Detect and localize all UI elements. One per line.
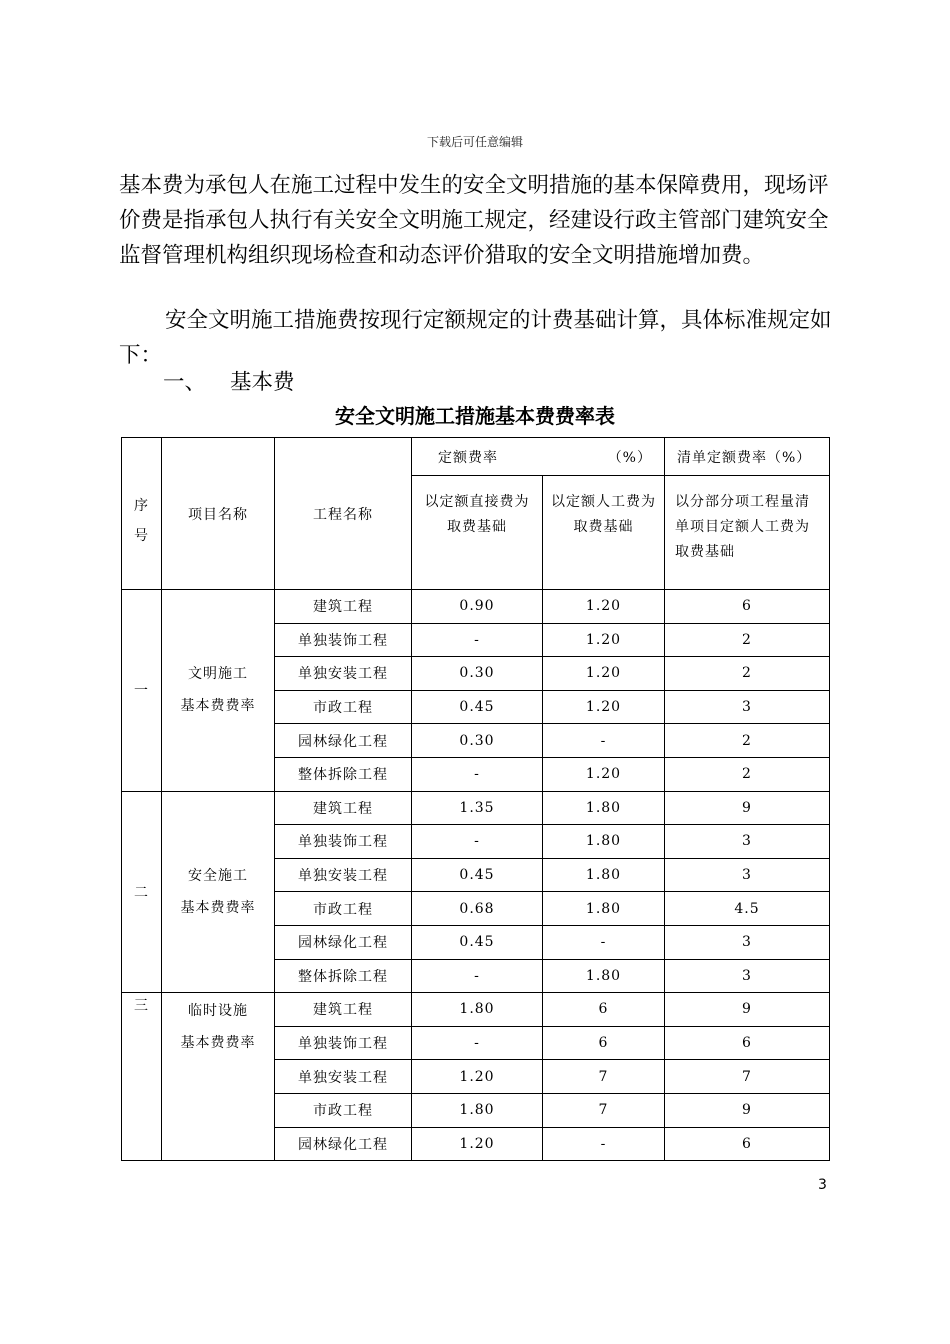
direct-rate-cell: - [412,959,543,993]
project-cell: 园林绿化工程 [275,925,412,959]
labor-rate-cell: - [543,925,665,959]
section-heading [163,365,295,400]
group-name-line2: 基本费费率 [180,899,256,916]
labor-rate-cell: 7 [543,1093,665,1127]
list-rate-cell: 9 [665,791,830,825]
table-row [122,993,830,1027]
project-cell: 建筑工程 [275,791,412,825]
list-rate-cell: 3 [665,925,830,959]
group-number: 三 [122,993,162,1161]
header-list-basis: 以分部分项工程量清单项目定额人工费为取费基础 [665,476,830,590]
list-rate-cell: 6 [665,590,830,624]
header-labor-basis: 以定额人工费为取费基础 [543,476,665,590]
direct-rate-cell: - [412,757,543,791]
page-header: 下载后可任意编辑 [426,135,523,149]
project-cell: 市政工程 [275,1093,412,1127]
group-name [162,791,275,993]
header-quota-rate [412,438,665,476]
labor-rate-cell: 6 [543,1026,665,1060]
direct-rate-cell: 1.20 [412,1060,543,1094]
table-row [122,590,830,624]
header-project-name: 工程名称 [275,438,412,590]
direct-rate-cell: - [412,1026,543,1060]
labor-rate-cell: 1.20 [543,657,665,691]
list-rate-cell: 2 [665,757,830,791]
list-rate-cell: 3 [665,858,830,892]
direct-rate-cell: 1.80 [412,993,543,1027]
section-number: 一、 [163,370,207,395]
rate-table [121,437,830,1161]
list-rate-cell: 7 [665,1060,830,1094]
list-rate-cell: 2 [665,623,830,657]
labor-rate-cell: 1.20 [543,590,665,624]
group-number: 二 [122,791,162,993]
project-cell: 单独装饰工程 [275,623,412,657]
group-name-line1: 临时设施 [188,1003,248,1020]
project-cell: 单独装饰工程 [275,1026,412,1060]
list-rate-cell: 4.5 [665,892,830,926]
direct-rate-cell: 1.80 [412,1093,543,1127]
direct-rate-cell: 0.45 [412,690,543,724]
direct-rate-cell: 0.68 [412,892,543,926]
project-cell: 整体拆除工程 [275,757,412,791]
project-cell: 单独装饰工程 [275,825,412,859]
table-row [122,791,830,825]
group-name-line2: 基本费费率 [180,698,256,715]
project-cell: 市政工程 [275,892,412,926]
direct-rate-cell: 0.30 [412,657,543,691]
project-cell: 园林绿化工程 [275,724,412,758]
list-rate-cell: 2 [665,724,830,758]
project-cell: 园林绿化工程 [275,1127,412,1161]
header-direct-basis: 以定额直接费为取费基础 [412,476,543,590]
page-number: 3 [818,1177,827,1193]
list-rate-cell: 2 [665,657,830,691]
group-name [162,590,275,792]
labor-rate-cell: 7 [543,1060,665,1094]
project-cell: 市政工程 [275,690,412,724]
list-rate-cell: 6 [665,1026,830,1060]
project-cell: 单独安装工程 [275,657,412,691]
header-quota-rate-label: 定额费率 [438,449,498,466]
group-name-line2: 基本费费率 [180,1035,256,1052]
header-serial [122,438,162,590]
list-rate-cell: 6 [665,1127,830,1161]
paragraph-basic-fee: 基本费为承包人在施工过程中发生的安全文明措施的基本保障费用，现场评价费是指承包人执行有关安全文明施工规定，经建设行政主管部门建筑安全监督管理机构组织现场检查和动态评价猎取的安全文明措施增加费。 [119,173,829,268]
list-rate-cell: 9 [665,993,830,1027]
group-number: 一 [122,590,162,792]
labor-rate-cell: 1.80 [543,959,665,993]
paragraph-standard: 安全文明施工措施费按现行定额规定的计费基础计算，具体标准规定如下： [119,308,832,368]
header-serial-text: 序号 [134,497,149,544]
project-cell: 建筑工程 [275,993,412,1027]
direct-rate-cell: 0.45 [412,858,543,892]
labor-rate-cell: - [543,724,665,758]
labor-rate-cell: 1.80 [543,858,665,892]
direct-rate-cell: 1.35 [412,791,543,825]
labor-rate-cell: 1.20 [543,623,665,657]
list-rate-cell: 3 [665,690,830,724]
direct-rate-cell: - [412,623,543,657]
direct-rate-cell: 0.90 [412,590,543,624]
header-list-rate: 清单定额费率（%） [665,438,830,476]
header-item-name: 项目名称 [162,438,275,590]
list-rate-cell: 3 [665,959,830,993]
project-cell: 整体拆除工程 [275,959,412,993]
list-rate-cell: 3 [665,825,830,859]
header-quota-rate-unit: （%） [607,449,652,466]
direct-rate-cell: - [412,825,543,859]
project-cell: 单独安装工程 [275,1060,412,1094]
group-name-line1: 文明施工 [188,666,248,683]
labor-rate-cell: 1.80 [543,892,665,926]
project-cell: 建筑工程 [275,590,412,624]
direct-rate-cell: 1.20 [412,1127,543,1161]
direct-rate-cell: 0.30 [412,724,543,758]
labor-rate-cell: 1.20 [543,690,665,724]
table-title: 安全文明施工措施基本费费率表 [335,404,615,428]
group-name-line1: 安全施工 [188,867,248,884]
list-rate-cell: 9 [665,1093,830,1127]
project-cell: 单独安装工程 [275,858,412,892]
labor-rate-cell: 1.80 [543,825,665,859]
group-name [162,993,275,1161]
direct-rate-cell: 0.45 [412,925,543,959]
section-title: 基本费 [230,370,295,395]
labor-rate-cell: - [543,1127,665,1161]
labor-rate-cell: 1.80 [543,791,665,825]
labor-rate-cell: 1.20 [543,757,665,791]
labor-rate-cell: 6 [543,993,665,1027]
